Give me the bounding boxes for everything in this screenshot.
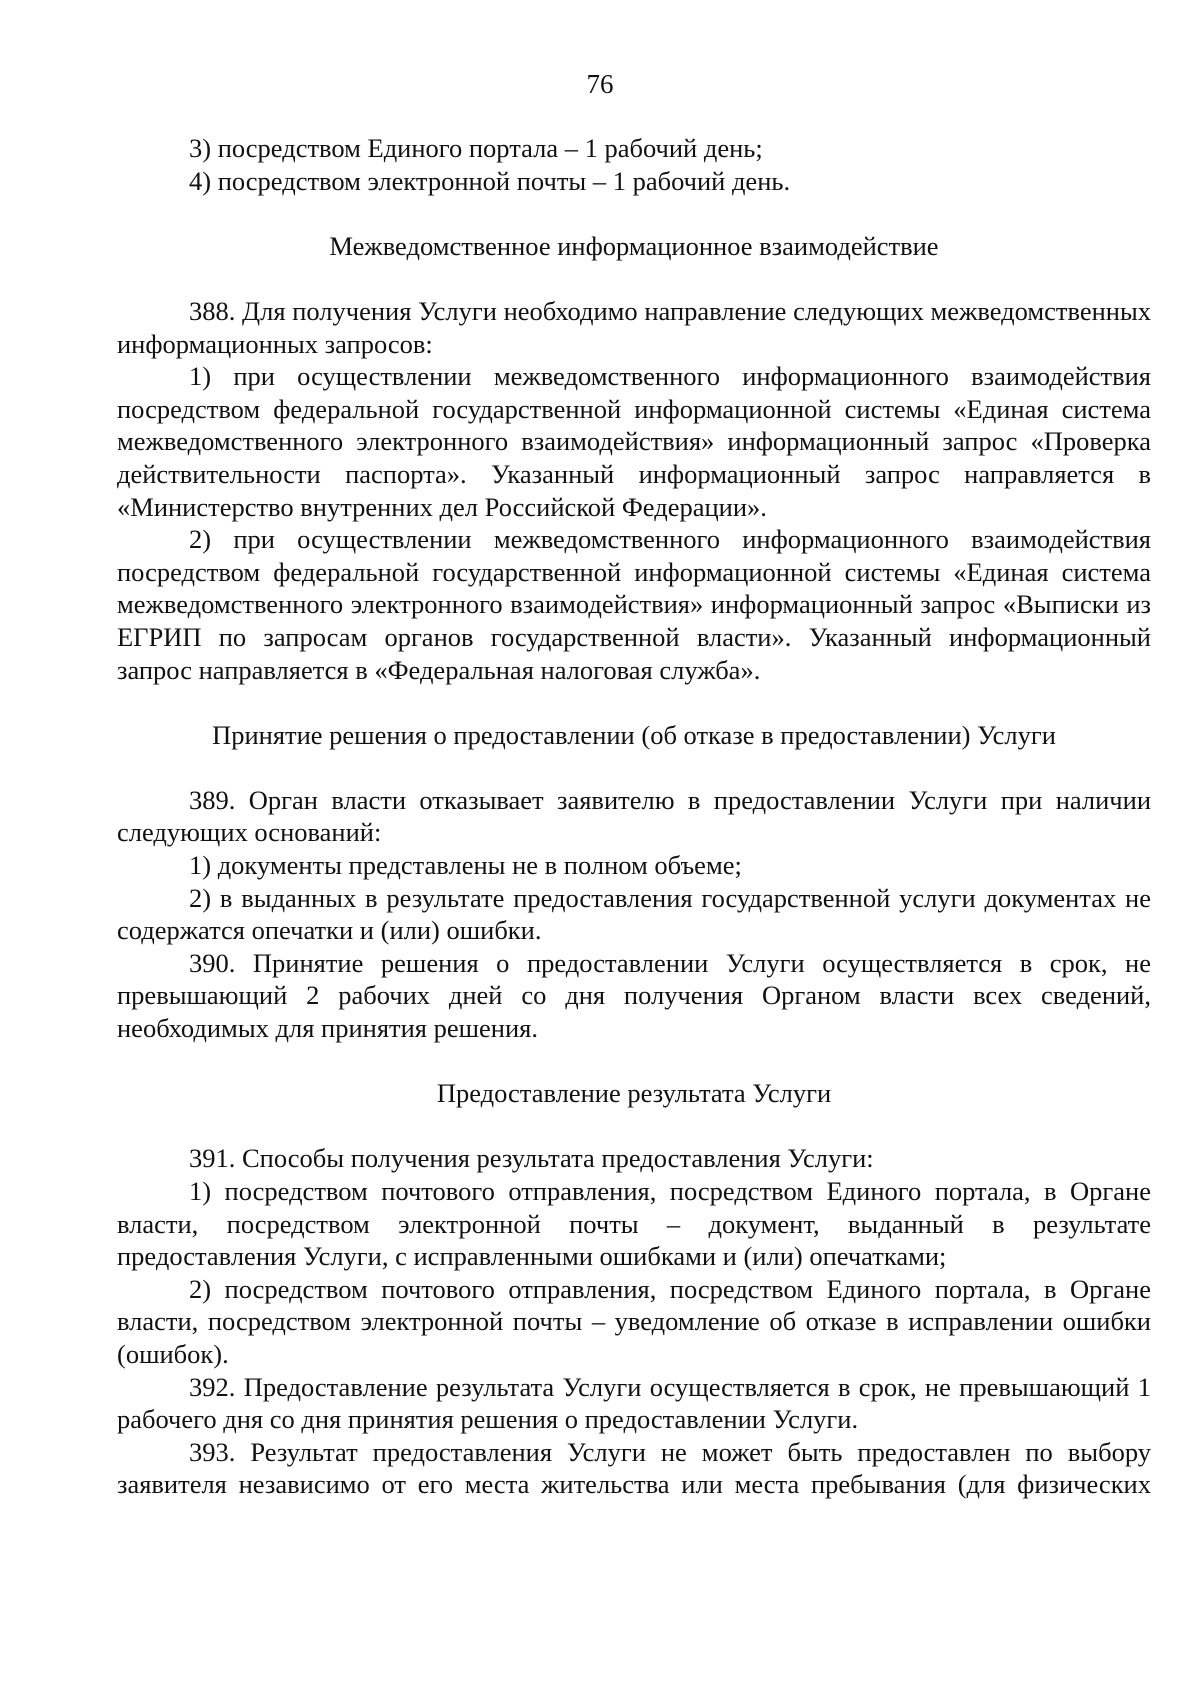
spacer [117,1045,1151,1078]
spacer [117,197,1151,230]
paragraph-388: 388. Для получения Услуги необходимо направление следующих межведомственных информационных запросов: [117,295,1151,359]
paragraph-389: 389. Орган власти отказывает заявителю в предоставлении Услуги при наличии следующих оснований: [117,784,1151,848]
paragraph-391-1: 1) посредством почтового отправления, посредством Единого портала, в Органе власти, посредством электронной почты – документ, выданный в результате предоставления Услуги, с исправленными ошибками и (или) опечатками; [117,1176,1151,1272]
paragraph-391-2: 2) посредством почтового отправления, посредством Единого портала, в Органе власти, посредством электронной почты – уведомление об отказе в исправлении ошибки (ошибок). [117,1273,1151,1369]
section-heading-result: Предоставление результата Услуги [436,1078,832,1109]
page-number: 76 [586,69,614,99]
section-heading-decision: Принятие решения о предоставлении (об отказе в предоставлении) Услуги [212,719,1056,750]
paragraph-388-1: 1) при осуществлении межведомственного информационного взаимодействия посредством федеральной государственной информационной системы «Единая система межведомственного электронного взаимодействия» информационный запрос «Проверка действительности паспорта». Указанный информационный запрос направляется в «Министерство внутренних дел Российской Федерации». [117,361,1151,522]
document-body [117,132,1151,1501]
section-heading-interagency: Межведомственное информационное взаимодействие [329,230,939,261]
spacer [117,262,1151,295]
spacer [117,1110,1151,1143]
spacer [117,751,1151,784]
paragraph-392: 392. Предоставление результата Услуги осуществляется в срок, не превышающий 1 рабочего дня со дня принятия решения о предоставлении Услуги. [117,1371,1151,1435]
paragraph-388-2: 2) при осуществлении межведомственного информационного взаимодействия посредством федеральной государственной информационной системы «Единая система межведомственного электронного взаимодействия» информационный запрос «Выписки из ЕГРИП по запросам органов государственной власти». Указанный информационный запрос направляется в «Федеральная налоговая служба». [117,524,1151,685]
list-item-3: 3) посредством Единого портала – 1 рабочий день; [189,133,763,163]
paragraph-393: 393. Результат предоставления Услуги не может быть предоставлен по выбору заявителя независимо от его места жительства или места пребывания (для физических [117,1436,1151,1500]
paragraph-390: 390. Принятие решения о предоставлении Услуги осуществляется в срок, не превышающий 2 рабочих дней со дня получения Органом власти всех сведений, необходимых для принятия решения. [117,947,1151,1044]
list-item-4: 4) посредством электронной почты – 1 рабочий день. [189,165,791,196]
paragraph-389-2: 2) в выданных в результате предоставления государственной услуги документах не содержатся опечатки и (или) ошибки. [117,882,1151,946]
paragraph-389-1: 1) документы представлены не в полном объеме; [189,850,742,881]
paragraph-391: 391. Способы получения результата предоставления Услуги: [189,1143,874,1174]
spacer [117,686,1151,719]
